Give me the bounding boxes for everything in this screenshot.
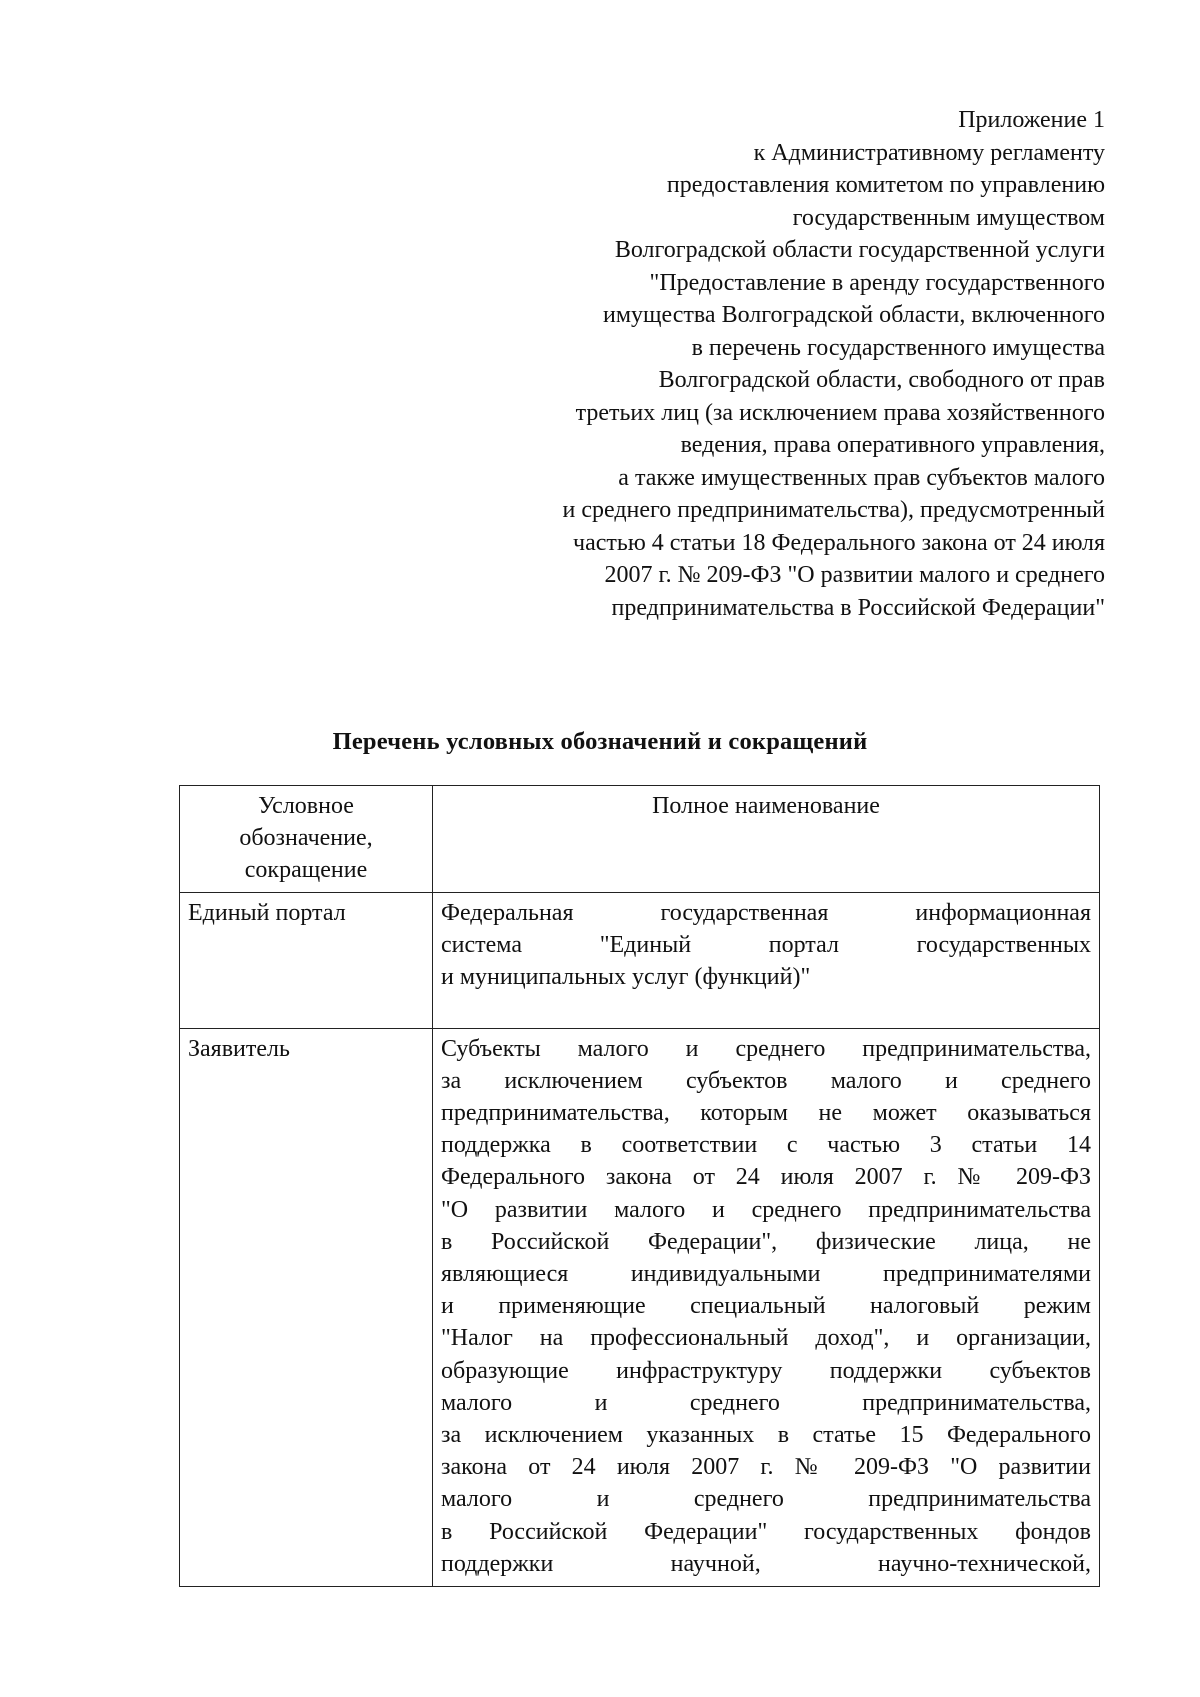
header-line: частью 4 статьи 18 Федерального закона от 24 июля [573,529,1105,556]
cell-line: малого и среднего предпринимательства, [441,1389,1091,1416]
cell-line: образующие инфраструктуру поддержки субъектов [441,1357,1091,1384]
full-name-cell [433,893,1100,1029]
header-line: государственным имуществом [792,204,1105,231]
header-line: предоставления комитетом по управлению [666,172,1105,198]
cell-line: за исключением субъектов малого и среднего [441,1067,1091,1094]
cell-line: поддержка в соответствии с частью 3 статьи 14 [441,1132,1091,1159]
table-row [180,1028,1100,1586]
header-abbr-line: сокращение [244,857,368,883]
header-line: предпринимательства в Российской Федерации" [611,594,1105,621]
header-line: Приложение 1 [958,107,1105,133]
full-name-cell [433,1028,1100,1586]
cell-line: в Российской Федерации", физические лица, не [441,1228,1091,1255]
abbr-cell: Единый портал [180,893,433,1029]
cell-line: "О развитии малого и среднего предпринимательства [441,1196,1091,1223]
header-line: Волгоградской области государственной услуги [614,237,1105,263]
header-line: ведения, права оперативного управления, [680,432,1105,458]
cell-line: в Российской Федерации" государственных фондов [441,1518,1091,1545]
document-title: Перечень условных обозначений и сокращений [332,728,868,755]
table-row [180,893,1100,1029]
cell-line: предпринимательства, которым не может оказываться [441,1100,1091,1127]
cell-line: малого и среднего предпринимательства [441,1486,1091,1513]
cell-line: поддержки научной, научно-технической, [441,1550,1091,1577]
cell-line: и муниципальных услуг (функций)" [441,964,811,991]
cell-line: за исключением указанных в статье 15 Федерального [441,1422,1091,1449]
cell-spacer [441,994,1091,1022]
cell-line: являющиеся индивидуальными предпринимателями [441,1261,1091,1288]
cell-line: Федеральная государственная информационная [441,900,1091,926]
header-line: Волгоградской области, свободного от прав [658,367,1105,393]
cell-line: закона от 24 июля 2007 г. № 209-ФЗ "О развитии [441,1454,1091,1481]
header-abbr-line: Условное [258,793,354,819]
abbr-cell: Заявитель [180,1028,433,1586]
cell-line: Федерального закона от 24 июля 2007 г. № 209-ФЗ [441,1164,1091,1191]
cell-line: и применяющие специальный налоговый режим [441,1293,1091,1320]
header-line: 2007 г. № 209-ФЗ "О развитии малого и среднего [604,562,1105,588]
cell-line: система "Единый портал государственных [441,932,1091,959]
header-line: в перечень государственного имущества [691,334,1105,361]
header-line: третьих лиц (за исключением права хозяйственного [575,399,1105,426]
table-header-row [180,786,1100,893]
cell-line: Субъекты малого и среднего предпринимательства, [441,1035,1091,1062]
header-abbr-line: обозначение, [239,825,373,851]
header-line: "Предоставление в аренду государственного [649,269,1105,296]
header-cell-full-name: Полное наименование [433,786,1100,893]
header-line: к Административному регламенту [753,139,1105,166]
cell-line: "Налог на профессиональный доход", и организации, [441,1325,1091,1352]
appendix-header [563,104,1105,624]
header-line: а также имущественных прав субъектов малого [618,464,1105,491]
header-cell-abbreviation [180,786,433,893]
header-line: имущества Волгоградской области, включенного [603,302,1105,328]
abbreviations-table [179,785,1100,1587]
header-line: и среднего предпринимательства), предусмотренный [562,497,1105,523]
